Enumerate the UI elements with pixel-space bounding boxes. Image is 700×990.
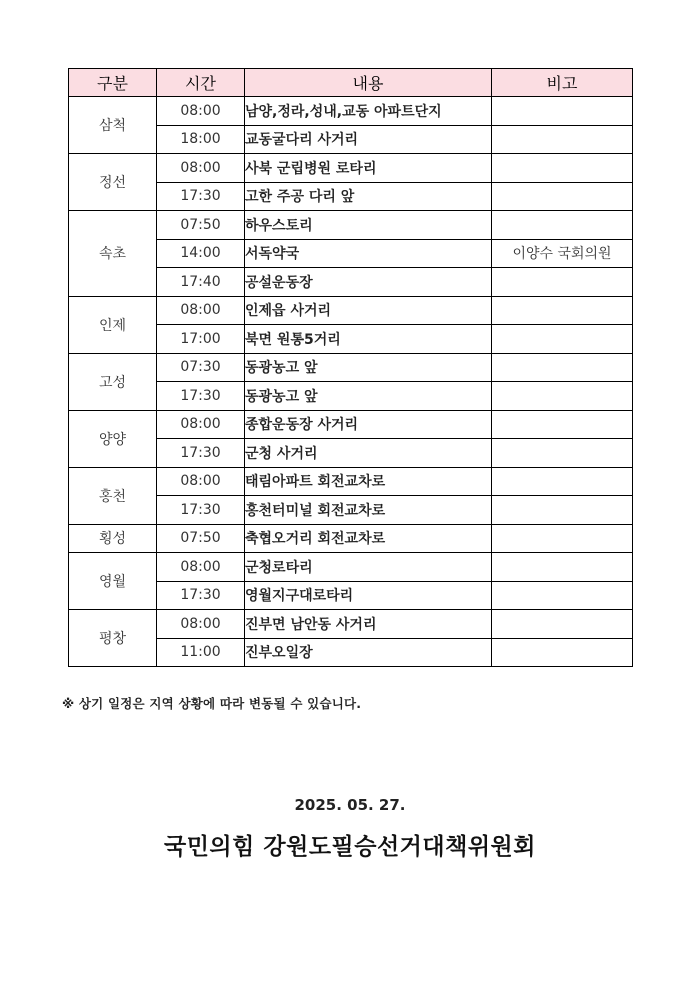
note-cell xyxy=(492,410,633,439)
organization-name: 국민의힘 강원도필승선거대책위원회 xyxy=(164,834,536,860)
time-cell: 17:30 xyxy=(157,182,245,211)
time-cell: 17:30 xyxy=(157,496,245,525)
header-note: 비고 xyxy=(492,69,633,97)
note-cell xyxy=(492,467,633,496)
place-cell: 공설운동장 xyxy=(245,268,492,297)
note-cell xyxy=(492,553,633,582)
place-cell: 영월지구대로타리 xyxy=(245,581,492,610)
note-cell xyxy=(492,125,633,154)
header-place: 내용 xyxy=(245,69,492,97)
place-cell: 동광농고 앞 xyxy=(245,382,492,411)
table-row xyxy=(69,296,633,325)
place-cell: 남양,정라,성내,교동 아파트단지 xyxy=(245,97,492,126)
table-row xyxy=(69,410,633,439)
region-cell: 속초 xyxy=(69,211,157,297)
note-cell xyxy=(492,581,633,610)
time-cell: 18:00 xyxy=(157,125,245,154)
table-row xyxy=(69,553,633,582)
place-cell: 교동굴다리 사거리 xyxy=(245,125,492,154)
note-cell xyxy=(492,296,633,325)
region-cell: 삼척 xyxy=(69,97,157,154)
schedule-table xyxy=(68,68,633,667)
table-row xyxy=(69,353,633,382)
place-cell: 태림아파트 회전교차로 xyxy=(245,467,492,496)
note-cell xyxy=(492,382,633,411)
time-cell: 07:30 xyxy=(157,353,245,382)
time-cell: 07:50 xyxy=(157,211,245,240)
time-cell: 08:00 xyxy=(157,97,245,126)
place-cell: 축협오거리 회전교차로 xyxy=(245,524,492,553)
note-cell xyxy=(492,610,633,639)
note-cell: 이양수 국회의원 xyxy=(492,239,633,268)
table-row xyxy=(69,524,633,553)
note-cell xyxy=(492,496,633,525)
table-row xyxy=(69,467,633,496)
time-cell: 17:30 xyxy=(157,439,245,468)
header-time: 시간 xyxy=(157,69,245,97)
place-cell: 홍천터미널 회전교차로 xyxy=(245,496,492,525)
place-cell: 진부면 남안동 사거리 xyxy=(245,610,492,639)
region-cell: 양양 xyxy=(69,410,157,467)
time-cell: 17:00 xyxy=(157,325,245,354)
place-cell: 군청로타리 xyxy=(245,553,492,582)
place-cell: 종합운동장 사거리 xyxy=(245,410,492,439)
time-cell: 14:00 xyxy=(157,239,245,268)
note-cell xyxy=(492,268,633,297)
note-cell xyxy=(492,353,633,382)
place-cell: 인제읍 사거리 xyxy=(245,296,492,325)
place-cell: 서독약국 xyxy=(245,239,492,268)
place-cell: 군청 사거리 xyxy=(245,439,492,468)
time-cell: 17:30 xyxy=(157,581,245,610)
note-cell xyxy=(492,182,633,211)
time-cell: 17:40 xyxy=(157,268,245,297)
note-cell xyxy=(492,211,633,240)
document-date: 2025. 05. 27. xyxy=(294,796,406,814)
table-header-row xyxy=(69,69,633,97)
place-cell: 사북 군립병원 로타리 xyxy=(245,154,492,183)
table-row xyxy=(69,211,633,240)
place-cell: 진부오일장 xyxy=(245,638,492,667)
place-cell: 하우스토리 xyxy=(245,211,492,240)
time-cell: 11:00 xyxy=(157,638,245,667)
table-row xyxy=(69,610,633,639)
time-cell: 08:00 xyxy=(157,154,245,183)
time-cell: 07:50 xyxy=(157,524,245,553)
place-cell: 고한 주공 다리 앞 xyxy=(245,182,492,211)
region-cell: 영월 xyxy=(69,553,157,610)
time-cell: 08:00 xyxy=(157,410,245,439)
table-row xyxy=(69,97,633,126)
note-cell xyxy=(492,439,633,468)
note-cell xyxy=(492,524,633,553)
place-cell: 북면 원통5거리 xyxy=(245,325,492,354)
schedule-footnote: ※ 상기 일정은 지역 상황에 따라 변동될 수 있습니다. xyxy=(62,696,362,711)
time-cell: 08:00 xyxy=(157,467,245,496)
region-cell: 홍천 xyxy=(69,467,157,524)
region-cell: 횡성 xyxy=(69,524,157,553)
note-cell xyxy=(492,325,633,354)
time-cell: 08:00 xyxy=(157,610,245,639)
region-cell: 고성 xyxy=(69,353,157,410)
region-cell: 평창 xyxy=(69,610,157,667)
time-cell: 08:00 xyxy=(157,553,245,582)
time-cell: 17:30 xyxy=(157,382,245,411)
note-cell xyxy=(492,154,633,183)
note-cell xyxy=(492,97,633,126)
region-cell: 인제 xyxy=(69,296,157,353)
time-cell: 08:00 xyxy=(157,296,245,325)
place-cell: 동광농고 앞 xyxy=(245,353,492,382)
table-row xyxy=(69,154,633,183)
header-region: 구분 xyxy=(69,69,157,97)
region-cell: 정선 xyxy=(69,154,157,211)
note-cell xyxy=(492,638,633,667)
